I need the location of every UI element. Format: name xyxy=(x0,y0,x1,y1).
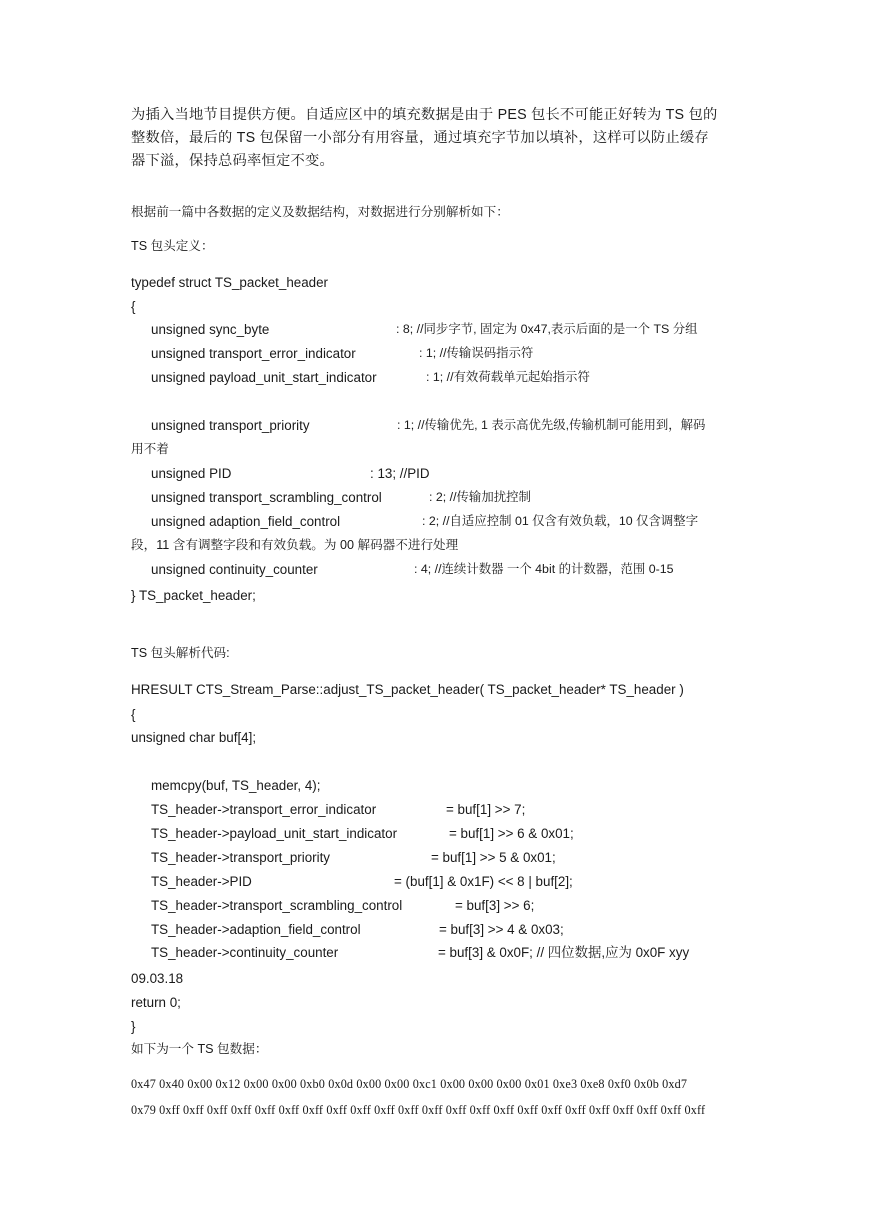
hex-line-1: 0x47 0x40 0x00 0x12 0x00 0x00 0xb0 0x0d 0x00 0x00 0xc1 0x00 0x00 0x00 0x01 0xe3 0xe8 0xf0 0x0b 0xd7 xyxy=(131,1077,688,1091)
struct-close: } TS_packet_header; xyxy=(131,588,256,603)
struct-brace-open: { xyxy=(131,299,136,314)
func-date-wrap: 09.03.18 xyxy=(131,971,184,986)
struct-wrap-adaption: 段，11 含有调整字段和有效负载。为 00 解码器不进行处理 xyxy=(131,538,459,552)
field-bits: : 13; //PID xyxy=(370,466,430,481)
field-decl: unsigned transport_error_indicator xyxy=(151,346,356,361)
assign-rhs: = buf[3] >> 6; xyxy=(455,898,535,913)
func-brace-open: { xyxy=(131,707,136,722)
packet-title: 如下为一个 TS 包数据： xyxy=(131,1042,268,1056)
field-bits: : 2; //自适应控制 01 仅含有效负载，10 仅含调整字 xyxy=(422,514,699,528)
field-decl: unsigned payload_unit_start_indicator xyxy=(151,370,377,385)
field-bits: : 1; //传输误码指示符 xyxy=(419,346,534,360)
field-decl: unsigned continuity_counter xyxy=(151,562,318,577)
struct-wrap-priority: 用不着 xyxy=(131,442,169,456)
intro-line-3: 器下溢，保持总码率恒定不变。 xyxy=(131,153,334,169)
assign-lhs: TS_header->payload_unit_start_indicator xyxy=(151,826,398,841)
func-brace-close: } xyxy=(131,1019,136,1034)
field-bits: : 8; //同步字节, 固定为 0x47,表示后面的是一个 TS 分组 xyxy=(396,322,698,336)
assign-rhs: = (buf[1] & 0x1F) << 8 | buf[2]; xyxy=(394,874,573,889)
hex-line-2: 0x79 0xff 0xff 0xff 0xff 0xff 0xff 0xff 0xff 0xff 0xff 0xff 0xff 0xff 0xff 0xff 0xff 0xff 0xff 0xff 0xff 0xff 0xff 0xff xyxy=(131,1103,706,1117)
field-decl: unsigned PID xyxy=(151,466,232,481)
intro-line-2: 整数倍，最后的 TS 包保留一小部分有用容量，通过填充字节加以填补，这样可以防止缓存 xyxy=(131,130,709,146)
field-decl: unsigned transport_scrambling_control xyxy=(151,490,382,505)
assign-lhs: TS_header->adaption_field_control xyxy=(151,922,361,937)
header-def-title: TS 包头定义： xyxy=(131,239,214,253)
parse-intro: 根据前一篇中各数据的定义及数据结构，对数据进行分别解析如下： xyxy=(131,205,509,219)
parse-code-title: TS 包头解析代码: xyxy=(131,646,230,660)
field-bits: : 1; //传输优先, 1 表示高优先级,传输机制可能用到，解码 xyxy=(397,418,706,432)
func-signature: HRESULT CTS_Stream_Parse::adjust_TS_packet_header( TS_packet_header* TS_header ) xyxy=(131,682,684,697)
assign-rhs: = buf[1] >> 7; xyxy=(446,802,526,817)
intro-line-1: 为插入当地节目提供方便。自适应区中的填充数据是由于 PES 包长不可能正好转为 TS 包的 xyxy=(131,107,718,123)
assign-lhs: TS_header->transport_priority xyxy=(151,850,331,865)
assign-rhs: = buf[1] >> 5 & 0x01; xyxy=(431,850,556,865)
field-bits: : 4; //连续计数器 一个 4bit 的计数器，范围 0-15 xyxy=(414,562,674,576)
assign-rhs: = buf[1] >> 6 & 0x01; xyxy=(449,826,574,841)
field-decl: unsigned sync_byte xyxy=(151,322,270,337)
assign-lhs: TS_header->transport_error_indicator xyxy=(151,802,377,817)
field-bits: : 2; //传输加扰控制 xyxy=(429,490,531,504)
assign-lhs: TS_header->continuity_counter xyxy=(151,945,339,960)
struct-open: typedef struct TS_packet_header xyxy=(131,275,329,290)
assign-lhs: TS_header->transport_scrambling_control xyxy=(151,898,403,913)
field-bits: : 1; //有效荷载单元起始指示符 xyxy=(426,370,590,384)
func-memcpy: memcpy(buf, TS_header, 4); xyxy=(151,778,321,793)
assign-rhs: = buf[3] >> 4 & 0x03; xyxy=(439,922,564,937)
assign-lhs: TS_header->PID xyxy=(151,874,252,889)
field-decl: unsigned adaption_field_control xyxy=(151,514,341,529)
field-decl: unsigned transport_priority xyxy=(151,418,310,433)
func-decl-buf: unsigned char buf[4]; xyxy=(131,730,257,745)
func-return: return 0; xyxy=(131,995,181,1010)
assign-rhs: = buf[3] & 0x0F; // 四位数据,应为 0x0F xyy xyxy=(438,945,690,960)
